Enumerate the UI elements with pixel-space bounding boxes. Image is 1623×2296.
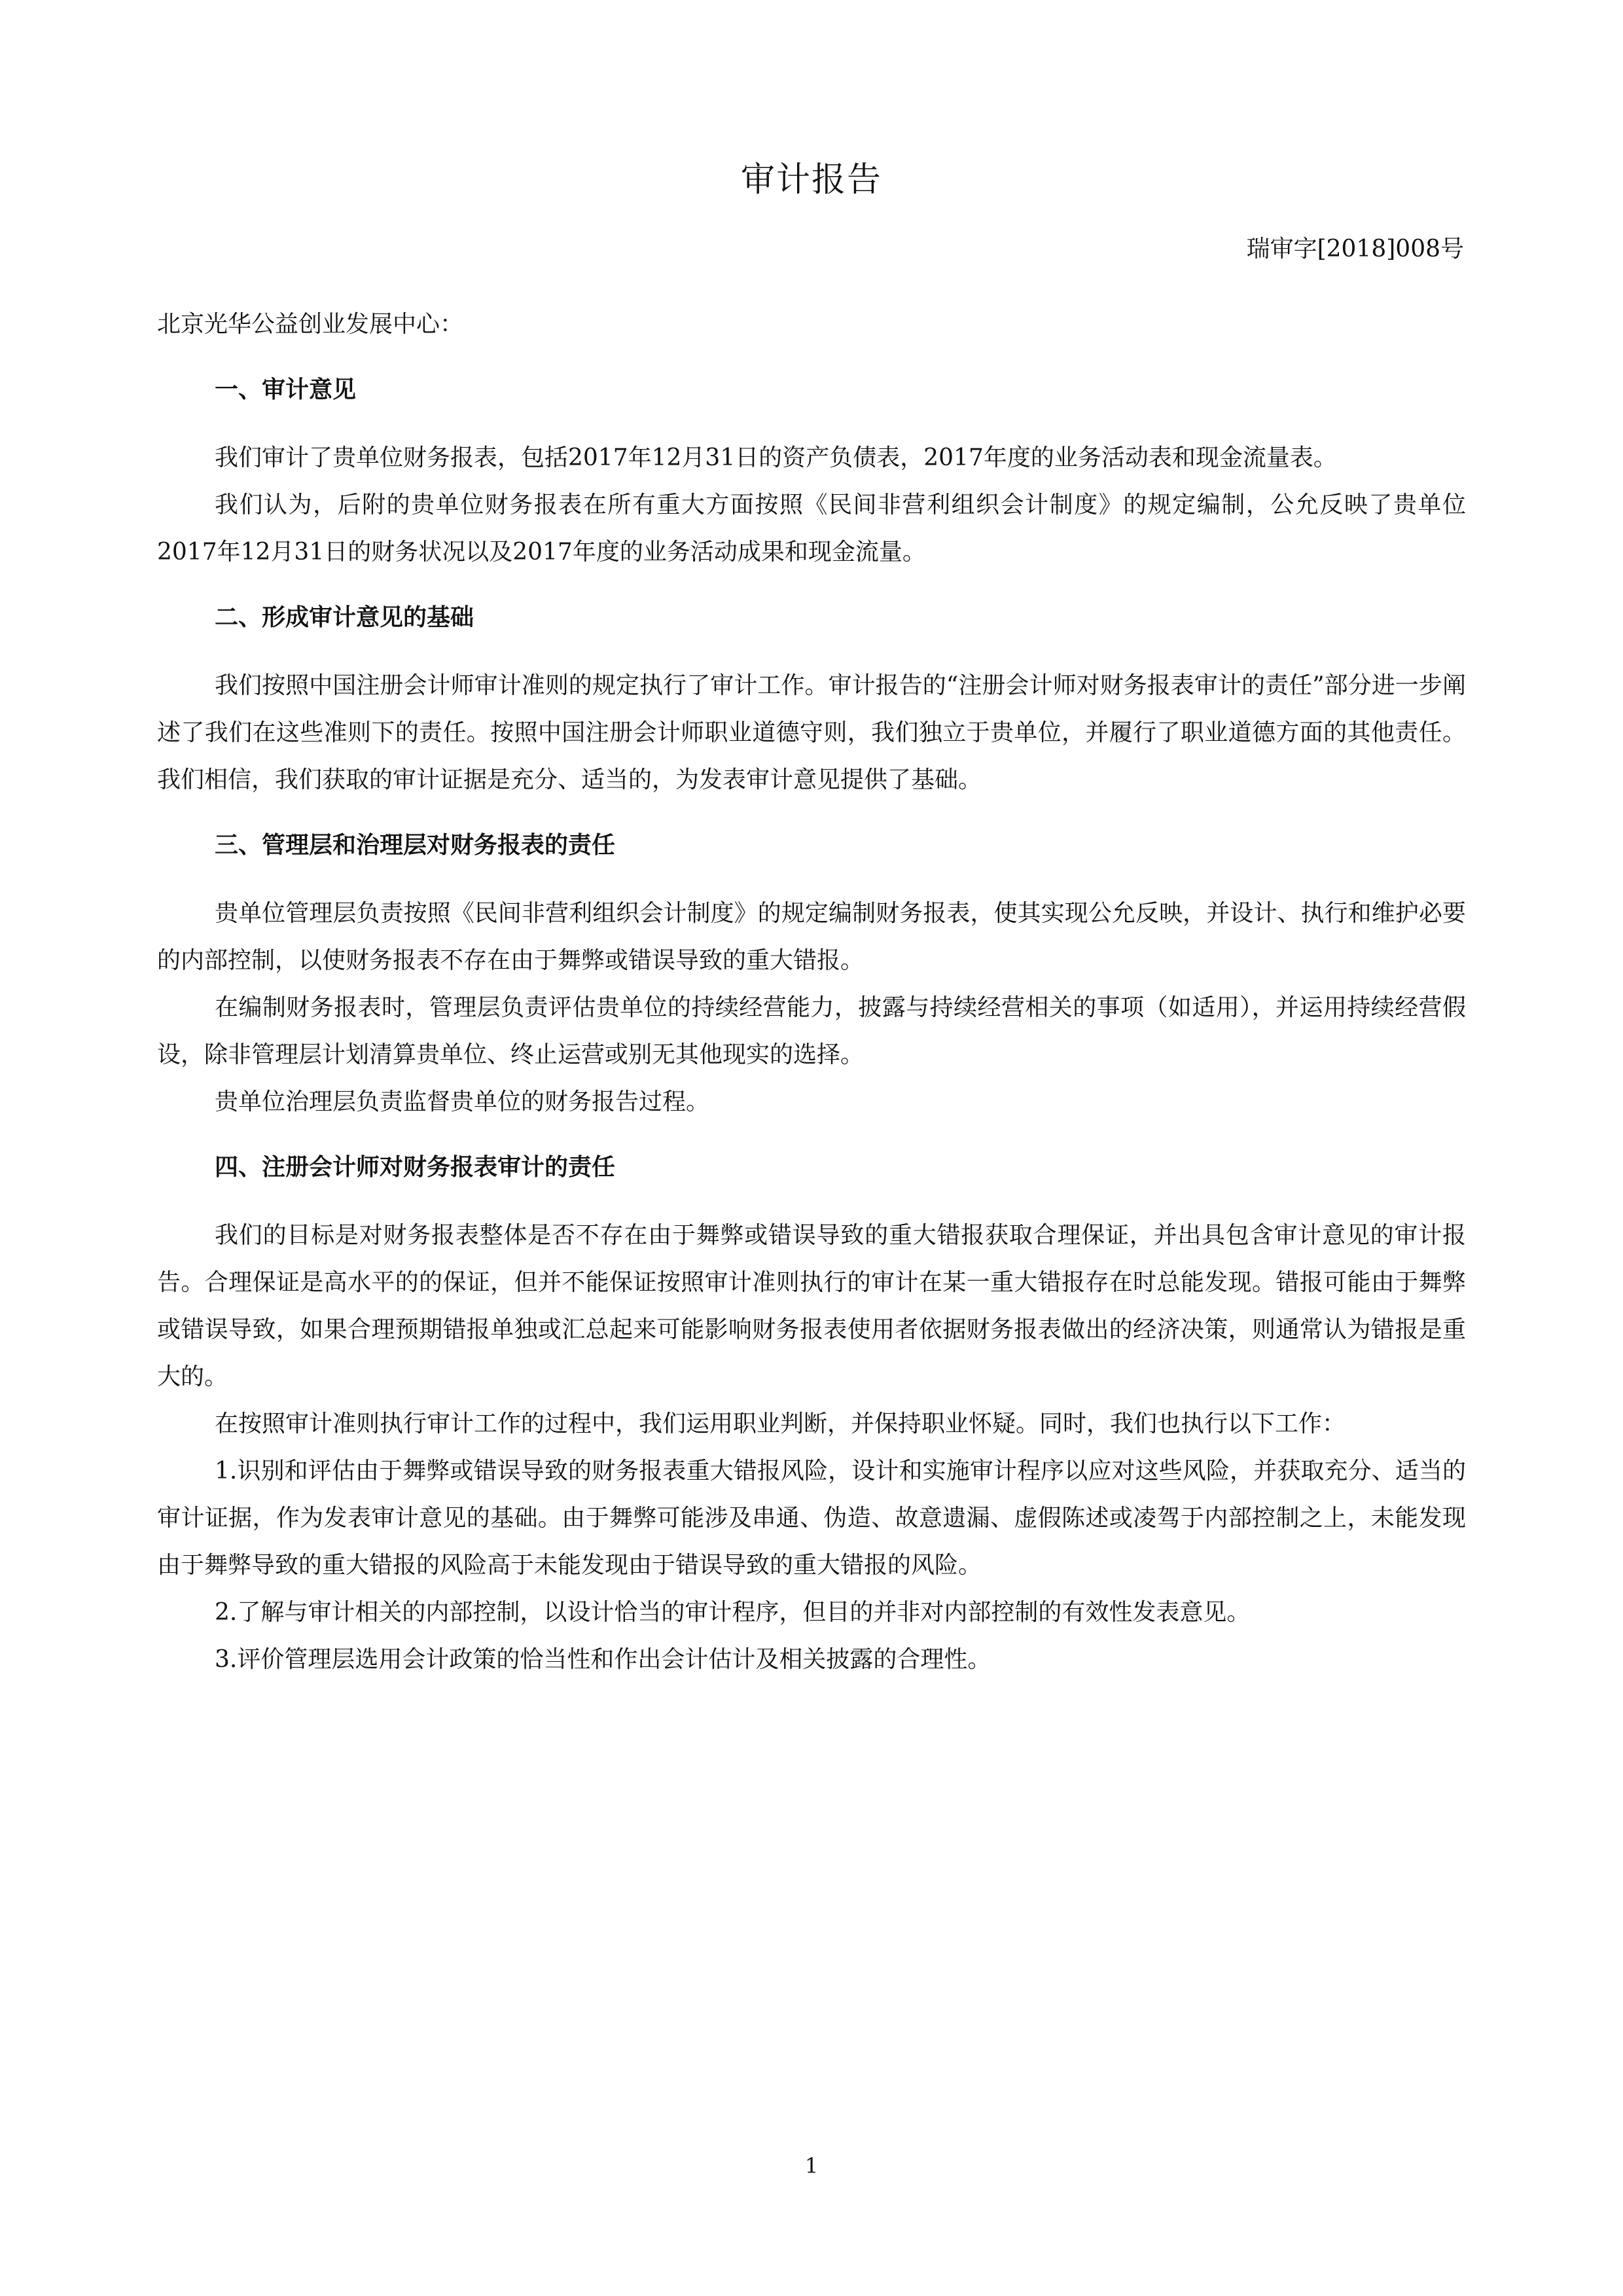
section-heading-management-responsibility: 三、管理层和治理层对财务报表的责任 xyxy=(215,832,616,859)
section-heading-basis-for-opinion: 二、形成审计意见的基础 xyxy=(215,604,474,631)
report-body xyxy=(157,301,1466,1683)
document-number: 瑞审字[2018]008号 xyxy=(1246,236,1464,262)
page-number: 1 xyxy=(804,2153,819,2178)
list-item: 1.识别和评估由于舞弊或错误导致的财务报表重大错报风险，设计和实施审计程序以应对这些风险，并获取充分、适当的审计证据，作为发表审计意见的基础。由于舞弊可能涉及串通、伪造、故意遗漏、虚假陈述或凌驾于内部控制之上，未能发现由于舞弊导致的重大错报的风险高于未能发现由于错误导致的重大错报的风险。 xyxy=(157,1458,1466,1579)
section-heading-auditor-responsibility: 四、注册会计师对财务报表审计的责任 xyxy=(215,1154,616,1181)
addressee: 北京光华公益创业发展中心： xyxy=(157,311,464,338)
section-heading-audit-opinion: 一、审计意见 xyxy=(215,376,357,403)
paragraph: 我们的目标是对财务报表整体是否不存在由于舞弊或错误导致的重大错报获取合理保证，并出具包含审计意见的审计报告。合理保证是高水平的的保证，但并不能保证按照审计准则执行的审计在某一重大错报存在时总能发现。错报可能由于舞弊或错误导致，如果合理预期错报单独或汇总起来可能影响财务报表使用者依据财务报表做出的经济决策，则通常认为错报是重大的。 xyxy=(157,1222,1466,1390)
paragraph: 贵单位治理层负责监督贵单位的财务报告过程。 xyxy=(215,1088,710,1115)
paragraph: 我们审计了贵单位财务报表，包括2017年12月31日的资产负债表，2017年度的业务活动表和现金流量表。 xyxy=(215,444,1337,471)
list-item: 2.了解与审计相关的内部控制，以设计恰当的审计程序，但目的并非对内部控制的有效性发表意见。 xyxy=(215,1599,1251,1626)
list-item: 3.评价管理层选用会计政策的恰当性和作出会计估计及相关披露的合理性。 xyxy=(215,1646,991,1673)
paragraph: 在按照审计准则执行审计工作的过程中，我们运用职业判断，并保持职业怀疑。同时，我们也执行以下工作： xyxy=(215,1410,1346,1437)
paragraph: 贵单位管理层负责按照《民间非营利组织会计制度》的规定编制财务报表，使其实现公允反映，并设计、执行和维护必要的内部控制，以使财务报表不存在由于舞弊或错误导致的重大错报。 xyxy=(157,900,1466,974)
paragraph: 我们按照中国注册会计师审计准则的规定执行了审计工作。审计报告的“注册会计师对财务报表审计的责任”部分进一步阐述了我们在这些准则下的责任。按照中国注册会计师职业道德守则，我们独立于贵单位，并履行了职业道德方面的其他责任。我们相信，我们获取的审计证据是充分、适当的，为发表审计意见提供了基础。 xyxy=(157,672,1466,793)
page-title: 审计报告 xyxy=(740,160,882,200)
paragraph: 我们认为，后附的贵单位财务报表在所有重大方面按照《民间非营利组织会计制度》的规定编制，公允反映了贵单位2017年12月31日的财务状况以及2017年度的业务活动成果和现金流量。 xyxy=(157,492,1466,565)
paragraph: 在编制财务报表时，管理层负责评估贵单位的持续经营能力，披露与持续经营相关的事项（如适用），并运用持续经营假设，除非管理层计划清算贵单位、终止运营或别无其他现实的选择。 xyxy=(157,994,1466,1068)
